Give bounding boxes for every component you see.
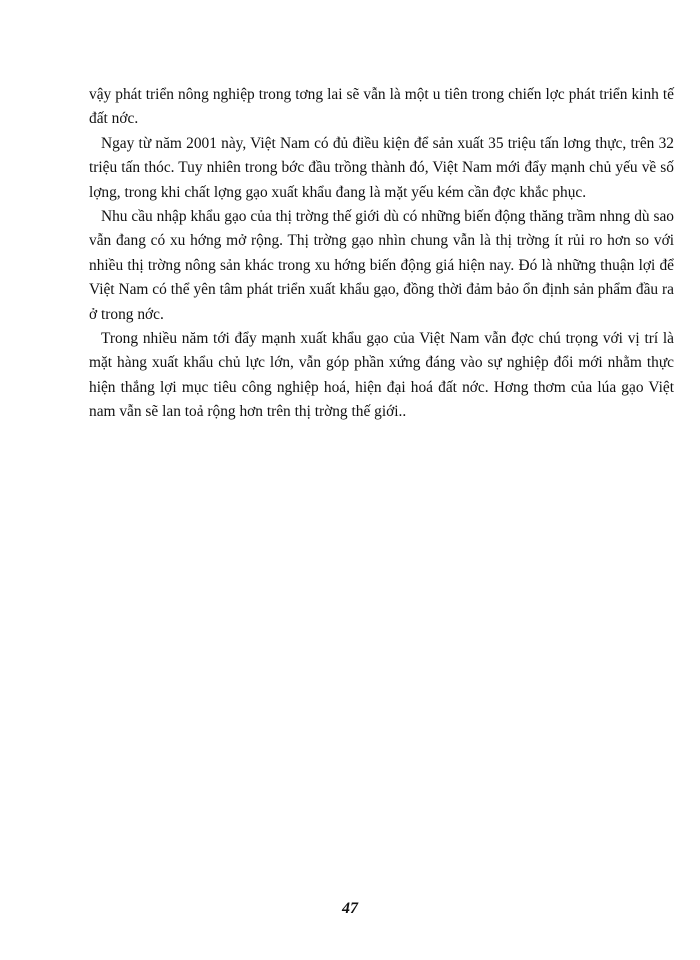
paragraph-rice-export-outlook: Trong nhiều năm tới đẩy mạnh xuất khẩu gạo của Việt Nam vẫn đợc chú trọng với vị trí là mặt hàng xuất khẩu chủ lực lớn, vẫn góp phần xứng đáng vào sự nghiệp đổi mới nhằm thực hiện thắng lợi mục tiêu công nghiệp hoá, hiện đại hoá đất nớc. Hơng thơm của lúa gạo Việt nam vẫn sẽ lan toả rộng hơn trên thị trờng thế giới.. bbox=[89, 330, 674, 421]
paragraph-agriculture-priority: vậy phát triển nông nghiệp trong tơng lai sẽ vẫn là một u tiên trong chiến lợc phát triển kinh tế đất nớc. bbox=[89, 86, 674, 128]
page-number: 47 bbox=[342, 900, 358, 917]
body-text bbox=[89, 83, 674, 425]
paragraph-rice-production-2001: Ngay từ năm 2001 này, Việt Nam có đủ điều kiện để sản xuất 35 triệu tấn lơng thực, trên 32 triệu tấn thóc. Tuy nhiên trong bớc đầu trồng thành đó, Việt Nam mới đẩy mạnh chủ yếu về số lợng, trong khi chất lợng gạo xuất khẩu đang là mặt yếu kém cần đợc khắc phục. bbox=[89, 134, 674, 201]
paragraph-world-rice-demand: Nhu cầu nhập khẩu gạo của thị trờng thế giới dù có những biến động thăng trầm nhng dù sao vẫn đang có xu hớng mở rộng. Thị trờng gạo nhìn chung vẫn là thị trờng ít rủi ro hơn so với nhiều thị trờng nông sản khác trong xu hớng biến động giá hiện nay. Đó là những thuận lợi để Việt Nam có thể yên tâm phát triển xuất khẩu gạo, đồng thời đảm bảo ổn định sản phẩm đầu ra ở trong nớc. bbox=[89, 208, 674, 323]
